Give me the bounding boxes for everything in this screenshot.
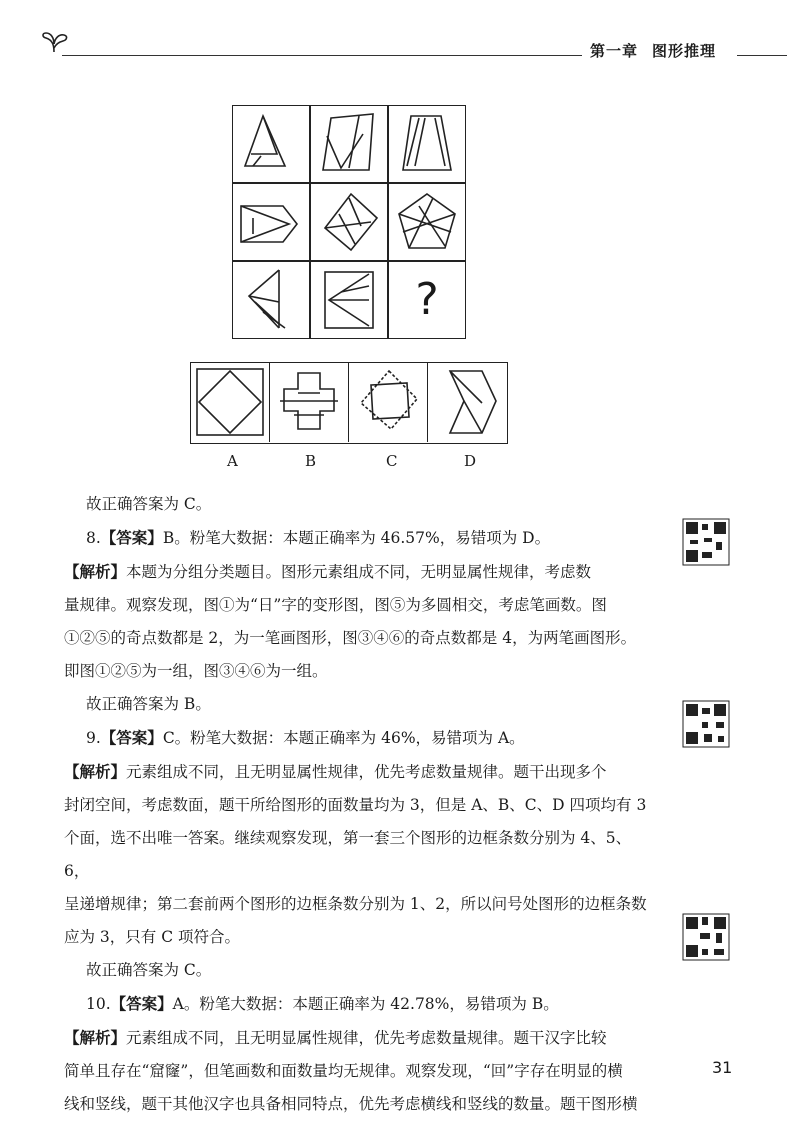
answer-options (190, 362, 508, 444)
qr-code-q10[interactable] (682, 913, 730, 961)
question-mark: ? (415, 274, 439, 325)
q8-analysis-tag: 【解析】 (64, 562, 127, 581)
option-d-figure (428, 363, 507, 442)
q9-analysis-tag: 【解析】 (64, 762, 127, 781)
page-header (0, 0, 800, 70)
grid-cell-8 (310, 261, 388, 339)
q9-answer (64, 721, 654, 755)
q10-answer-text: A。粉笔大数据：本题正确率为 42.78%，易错项为 B。 (172, 995, 559, 1013)
option-d-label: D (464, 452, 477, 470)
q8-analysis-line-3: ①②⑤的奇点数都是 2，为一笔画图形，图③④⑥的奇点数都是 4，为两笔画图形。 (64, 629, 637, 647)
q9-analysis-line-2: 封闭空间，考虑数面，题干所给图形的面数量均为 3，但是 A、B、C、D 四项均有 3 (64, 796, 647, 814)
q10-analysis-tag: 【解析】 (64, 1028, 127, 1047)
header-rule-right (737, 55, 787, 56)
option-b-label: B (305, 452, 317, 470)
q10-number: 10. (86, 995, 111, 1013)
q10-answer (64, 987, 654, 1021)
q10-analysis-text-1: 元素组成不同，且无明显属性规律，优先考虑数量规律。题干汉字比较 (126, 1029, 607, 1047)
option-c-label: C (386, 452, 398, 470)
q9-analysis-line-1 (64, 755, 654, 789)
grid-cell-2 (310, 105, 388, 183)
section-label: 图形推理 (652, 42, 717, 60)
chapter-label: 第一章 (590, 42, 639, 60)
grid-cell-1 (232, 105, 310, 183)
q9-analysis-line-5: 应为 3，只有 C 项符合。 (64, 928, 241, 946)
answer-text-block (64, 488, 654, 1121)
q7-conclusion: 故正确答案为 C。 (86, 495, 212, 513)
page-number: 31 (712, 1058, 733, 1077)
sprout-icon (40, 30, 70, 54)
q8-analysis-line-1 (64, 555, 654, 589)
q9-answer-tag: 【答案】 (100, 728, 163, 747)
option-b-figure (270, 363, 349, 442)
grid-cell-3 (388, 105, 466, 183)
q9-number: 9. (86, 729, 101, 747)
puzzle-grid (232, 105, 468, 341)
q10-analysis-line-1 (64, 1021, 654, 1055)
q9-analysis-line-3: 个面，选不出唯一答案。继续观察发现，第一套三个图形的边框条数分别为 4、5、6， (64, 829, 632, 880)
grid-cell-5 (310, 183, 388, 261)
q9-answer-text: C。粉笔大数据：本题正确率为 46%，易错项为 A。 (162, 729, 525, 747)
q9-analysis-line-4: 呈递增规律；第二套前两个图形的边框条数分别为 1、2，所以问号处图形的边框条数 (64, 895, 647, 913)
q8-answer-text: B。粉笔大数据：本题正确率为 46.57%，易错项为 D。 (162, 529, 551, 547)
q8-number: 8. (86, 529, 101, 547)
chapter-title (590, 40, 730, 61)
qr-code-q8[interactable] (682, 518, 730, 566)
grid-cell-6 (388, 183, 466, 261)
option-a-figure (191, 363, 270, 442)
q8-answer (64, 521, 654, 555)
q10-analysis-line-2: 简单且存在“窟窿”，但笔画数和面数量均无规律。观察发现，“回”字存在明显的横 (64, 1062, 623, 1080)
option-c-figure (349, 363, 428, 442)
grid-cell-7 (232, 261, 310, 339)
qr-code-q9[interactable] (682, 700, 730, 748)
grid-cell-4 (232, 183, 310, 261)
q9-analysis-text-1: 元素组成不同，且无明显属性规律，优先考虑数量规律。题干出现多个 (126, 763, 607, 781)
q8-analysis-text-1: 本题为分组分类题目。图形元素组成不同，无明显属性规律，考虑数 (126, 563, 592, 581)
q10-analysis-line-3: 线和竖线，题干其他汉字也具备相同特点，优先考虑横线和竖线的数量。题干图形横 (64, 1095, 638, 1113)
option-a-label: A (227, 452, 238, 470)
grid-cell-question (388, 261, 466, 339)
q8-analysis-line-4: 即图①②⑤为一组，图③④⑥为一组。 (64, 662, 328, 680)
q8-conclusion: 故正确答案为 B。 (86, 695, 211, 713)
q8-answer-tag: 【答案】 (100, 528, 163, 547)
q8-analysis-line-2: 量规律。观察发现，图①为“日”字的变形图，图⑤为多圆相交，考虑笔画数。图 (64, 596, 607, 614)
q9-conclusion: 故正确答案为 C。 (86, 961, 212, 979)
header-rule (62, 55, 582, 56)
q10-answer-tag: 【答案】 (110, 994, 173, 1013)
